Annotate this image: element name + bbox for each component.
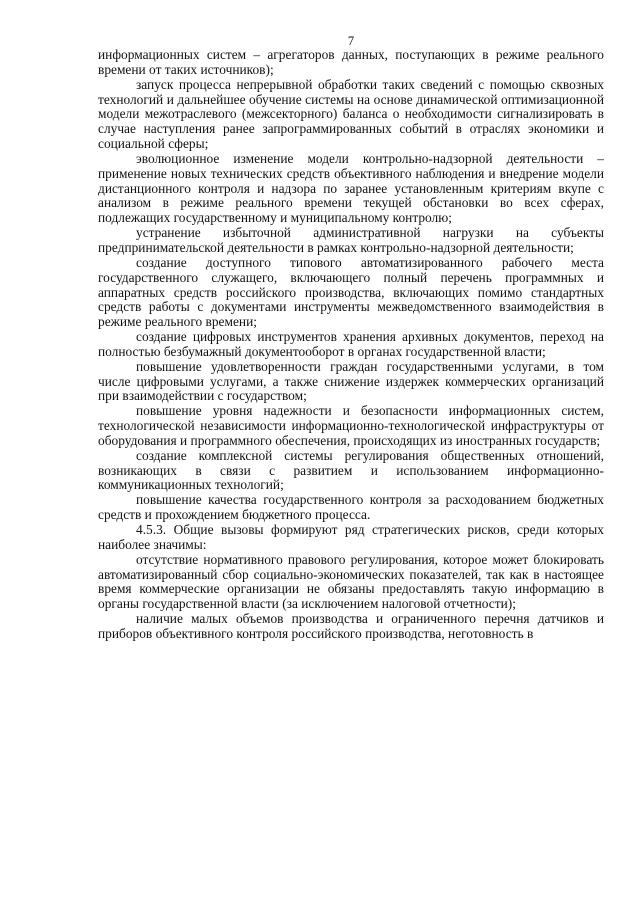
paragraph: создание цифровых инструментов хранения архивных документов, переход на полностью безбумажный документооборот в органах государственной власти; — [98, 329, 604, 359]
paragraph: эволюционное изменение модели контрольно-надзорной деятельности – применение новых технических средств объективного наблюдения и внедрение модели дистанционного контроля и надзора по заранее установленным критериям вкупе с анализом в режиме реального времени текущей обстановки во всех сферах, подлежащих государственному и муниципальному контролю; — [98, 150, 604, 226]
paragraph: повышение качества государственного контроля за расходованием бюджетных средств и прохождением бюджетного процесса. — [98, 492, 604, 523]
paragraph: создание комплексной системы регулирования общественных отношений, возникающих в связи с развитием и использованием информационно-коммуникационных технологий; — [98, 447, 604, 493]
paragraph-continuation: информационных систем – агрегаторов данных, поступающих в режиме реального времени от таких источников); — [98, 47, 604, 77]
paragraph: повышение удовлетворенности граждан государственными услугами, в том числе цифровыми услугами, а также снижение издержек коммерческих организаций при взаимодействии с государством; — [98, 358, 604, 404]
paragraph: создание доступного типового автоматизированного рабочего места государственного служащего, включающего полный перечень программных и аппаратных средств российского производства, включающих помимо стандартных средств работы с документами инструменты межведомственного взаимодействия в режиме реального времени; — [98, 254, 604, 330]
section-paragraph-4-5-3: 4.5.3. Общие вызовы формируют ряд стратегических рисков, среди которых наиболее значимы: — [98, 522, 604, 552]
paragraph: наличие малых объемов производства и ограниченного перечня датчиков и приборов объективного контроля российского производства, неготовность в — [98, 611, 604, 641]
paragraph: устранение избыточной административной нагрузки на субъекты предпринимательской деятельности в рамках контрольно-надзорной деятельности; — [98, 225, 604, 255]
paragraph: отсутствие нормативного правового регулирования, которое может блокировать автоматизированный сбор социально-экономических показателей, так как в настоящее время коммерческие организации не обязаны предоставлять такую информацию в органы государственной власти (за исключением налоговой отчетности); — [98, 551, 604, 612]
paragraph: повышение уровня надежности и безопасности информационных систем, технологической независимости информационно-технологической инфраструктуры от оборудования и программного обеспечения, происходящих из иностранных государств; — [98, 403, 604, 448]
paragraph: запуск процесса непрерывной обработки таких сведений с помощью сквозных технологий и дальнейшее обучение системы на основе динамической оптимизационной модели межотраслевого (межсекторного) баланса о необходимости сигнализировать в случае наступления ранее запрограммированных событий в отраслях экономики и социальной сферы; — [98, 76, 604, 152]
document-body — [98, 48, 604, 642]
page-number: 7 — [347, 34, 355, 48]
